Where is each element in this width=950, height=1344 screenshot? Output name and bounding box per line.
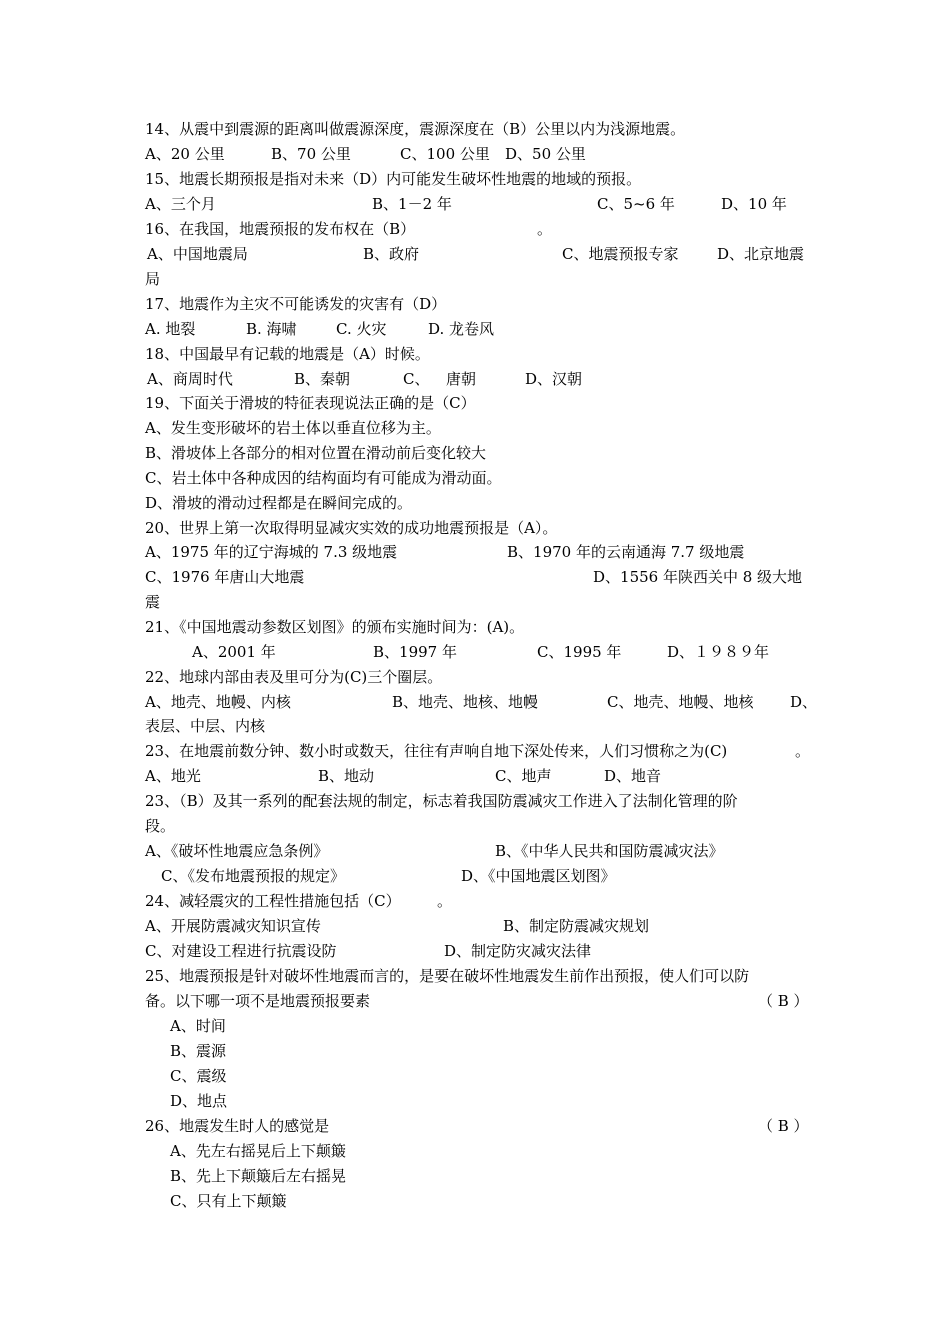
text-segment: 24、减轻震灾的工程性措施包括（C） bbox=[145, 892, 401, 910]
text-segment: D、滑坡的滑动过程都是在瞬间完成的。 bbox=[145, 494, 413, 512]
question-22-options-wrap bbox=[145, 716, 810, 736]
question-24-options-ab bbox=[145, 916, 810, 936]
text-segment: B、1970 年的云南通海 7.7 级地震 bbox=[507, 543, 745, 561]
text-segment: B、秦朝 bbox=[294, 370, 351, 388]
question-25-option-b bbox=[170, 1041, 810, 1061]
text-segment: C、 bbox=[403, 370, 430, 388]
question-19-option-d bbox=[145, 493, 810, 513]
text-segment: 唐朝 bbox=[446, 370, 477, 388]
text-segment: D. 龙卷风 bbox=[428, 320, 495, 338]
text-segment: 。 bbox=[437, 892, 453, 910]
text-segment: C、地震预报专家 bbox=[562, 245, 679, 263]
question-26 bbox=[145, 1116, 810, 1136]
question-15 bbox=[145, 169, 810, 189]
text-segment: D、地点 bbox=[170, 1092, 228, 1110]
text-segment: C、震级 bbox=[170, 1067, 227, 1085]
question-20 bbox=[145, 518, 810, 538]
text-segment: C、《发布地震预报的规定》 bbox=[161, 867, 345, 885]
text-segment: 16、在我国，地震预报的发布权在（B） bbox=[145, 220, 416, 238]
text-segment: C、1995 年 bbox=[537, 643, 622, 661]
question-24 bbox=[145, 891, 810, 911]
question-23b-wrap bbox=[145, 816, 810, 836]
question-25-option-c bbox=[170, 1066, 810, 1086]
question-20-options-cd bbox=[145, 567, 810, 587]
text-segment: B、地动 bbox=[318, 767, 375, 785]
text-segment: B、1997 年 bbox=[373, 643, 457, 661]
text-segment: B. 海啸 bbox=[246, 320, 297, 338]
question-25-wrap bbox=[145, 991, 810, 1011]
question-25-option-a bbox=[170, 1016, 810, 1036]
text-segment: A、发生变形破坏的岩土体以垂直位移为主。 bbox=[145, 419, 441, 437]
question-14 bbox=[145, 119, 810, 139]
text-segment: A、地壳、地幔、内核 bbox=[145, 693, 291, 711]
text-segment: A. 地裂 bbox=[145, 320, 196, 338]
text-segment: 20、世界上第一次取得明显减灾实效的成功地震预报是（A）。 bbox=[145, 519, 558, 537]
text-segment: 。 bbox=[537, 220, 553, 238]
question-15-options bbox=[145, 194, 810, 214]
text-segment: D、地音 bbox=[604, 767, 662, 785]
text-segment: 表层、中层、内核 bbox=[145, 717, 266, 735]
question-18 bbox=[145, 344, 810, 364]
text-segment: （ B ） bbox=[758, 1117, 809, 1135]
text-segment: 14、从震中到震源的距离叫做震源深度，震源深度在（B）公里以内为浅源地震。 bbox=[145, 120, 686, 138]
text-segment: B、《中华人民共和国防震减灾法》 bbox=[495, 842, 724, 860]
question-25 bbox=[145, 966, 810, 986]
text-segment: D、 bbox=[790, 693, 818, 711]
text-segment: C. 火灾 bbox=[336, 320, 387, 338]
text-segment: B、制定防震减灾规划 bbox=[503, 917, 650, 935]
text-segment: B、震源 bbox=[170, 1042, 227, 1060]
question-14-options bbox=[145, 144, 810, 164]
text-segment: C、5~6 年 bbox=[597, 195, 675, 213]
text-segment: 15、地震长期预报是指对未来（D）内可能发生破坏性地震的地域的预报。 bbox=[145, 170, 642, 188]
text-segment: 震 bbox=[145, 593, 161, 611]
text-segment: C、只有上下颠簸 bbox=[170, 1192, 287, 1210]
question-21-options bbox=[145, 642, 810, 662]
text-segment: C、1976 年唐山大地震 bbox=[145, 568, 305, 586]
text-segment: D、汉朝 bbox=[525, 370, 583, 388]
question-19-option-c bbox=[145, 468, 810, 488]
text-segment: C、100 公里 bbox=[400, 145, 490, 163]
text-segment: 25、地震预报是针对破坏性地震而言的，是要在破坏性地震发生前作出预报，使人们可以防 bbox=[145, 967, 750, 985]
text-segment: 19、下面关于滑坡的特征表现说法正确的是（C） bbox=[145, 394, 476, 412]
text-segment: B、地壳、地核、地幔 bbox=[392, 693, 539, 711]
text-segment: 备。以下哪一项不是地震预报要素 bbox=[145, 992, 371, 1010]
text-segment: A、时间 bbox=[170, 1017, 226, 1035]
text-segment: A、三个月 bbox=[145, 195, 216, 213]
question-22 bbox=[145, 667, 810, 687]
text-segment: D、北京地震 bbox=[717, 245, 805, 263]
question-18-options bbox=[145, 369, 810, 389]
text-segment: A、中国地震局 bbox=[147, 245, 248, 263]
question-23-options bbox=[145, 766, 810, 786]
question-22-options bbox=[145, 692, 818, 712]
text-segment: C、对建设工程进行抗震设防 bbox=[145, 942, 337, 960]
text-segment: D、10 年 bbox=[721, 195, 787, 213]
question-23 bbox=[145, 741, 810, 761]
text-segment: A、开展防震减灾知识宣传 bbox=[145, 917, 321, 935]
question-23b-options-ab bbox=[145, 841, 810, 861]
question-26-option-c bbox=[170, 1191, 810, 1211]
text-segment: A、《破坏性地震应急条例》 bbox=[145, 842, 329, 860]
question-20-options-wrap bbox=[145, 592, 810, 612]
text-segment: D、50 公里 bbox=[505, 145, 586, 163]
question-16-options-wrap bbox=[145, 269, 810, 289]
text-segment: A、2001 年 bbox=[192, 643, 276, 661]
text-segment: D、制定防灾减灾法律 bbox=[444, 942, 592, 960]
text-segment: B、先上下颠簸后左右摇晃 bbox=[170, 1167, 347, 1185]
text-segment: C、地声 bbox=[495, 767, 552, 785]
question-16-options bbox=[145, 244, 810, 264]
text-segment: A、1975 年的辽宁海城的 7.3 级地震 bbox=[145, 543, 398, 561]
text-segment: A、地光 bbox=[145, 767, 201, 785]
text-segment: A、20 公里 bbox=[145, 145, 225, 163]
text-segment: （ B ） bbox=[758, 992, 809, 1010]
text-segment: 段。 bbox=[145, 817, 176, 835]
text-segment: A、先左右摇晃后上下颠簸 bbox=[170, 1142, 346, 1160]
text-segment: C、岩土体中各种成因的结构面均有可能成为滑动面。 bbox=[145, 469, 502, 487]
question-25-option-d bbox=[170, 1091, 810, 1111]
text-segment: 21、《中国地震动参数区划图》的颁布实施时间为：(A)。 bbox=[145, 618, 525, 636]
text-segment: B、70 公里 bbox=[271, 145, 351, 163]
text-segment: 23、在地震前数分钟、数小时或数天，往往有声响自地下深处传来，人们习惯称之为(C) bbox=[145, 742, 728, 760]
text-segment: 26、地震发生时人的感觉是 bbox=[145, 1117, 330, 1135]
question-19 bbox=[145, 393, 810, 413]
text-segment: 18、中国最早有记载的地震是（A）时候。 bbox=[145, 345, 430, 363]
text-segment: 23、（B）及其一系列的配套法规的制定，标志着我国防震减灾工作进入了法制化管理的阶 bbox=[145, 792, 738, 810]
question-23b bbox=[145, 791, 810, 811]
question-24-options-cd bbox=[145, 941, 810, 961]
question-26-option-a bbox=[170, 1141, 810, 1161]
question-16 bbox=[145, 219, 810, 239]
question-21 bbox=[145, 617, 810, 637]
text-segment: A、商周时代 bbox=[147, 370, 233, 388]
text-segment: 局 bbox=[145, 270, 161, 288]
question-17 bbox=[145, 294, 810, 314]
text-segment: C、地壳、地幔、地核 bbox=[607, 693, 754, 711]
text-segment: 22、地球内部由表及里可分为(C)三个圈层。 bbox=[145, 668, 443, 686]
text-segment: 。 bbox=[795, 742, 811, 760]
question-17-options bbox=[145, 319, 810, 339]
text-segment: 17、地震作为主灾不可能诱发的灾害有（D） bbox=[145, 295, 447, 313]
text-segment: D、1556 年陕西关中 8 级大地 bbox=[593, 568, 803, 586]
question-19-option-b bbox=[145, 443, 810, 463]
text-segment: B、1－2 年 bbox=[372, 195, 452, 213]
question-23b-options-cd bbox=[145, 866, 810, 886]
text-segment: B、政府 bbox=[363, 245, 420, 263]
text-segment: D、１９８９年 bbox=[667, 643, 770, 661]
question-20-options-ab bbox=[145, 542, 810, 562]
text-segment: D、《中国地震区划图》 bbox=[461, 867, 616, 885]
question-19-option-a bbox=[145, 418, 810, 438]
question-26-option-b bbox=[170, 1166, 810, 1186]
text-segment: B、滑坡体上各部分的相对位置在滑动前后变化较大 bbox=[145, 444, 487, 462]
